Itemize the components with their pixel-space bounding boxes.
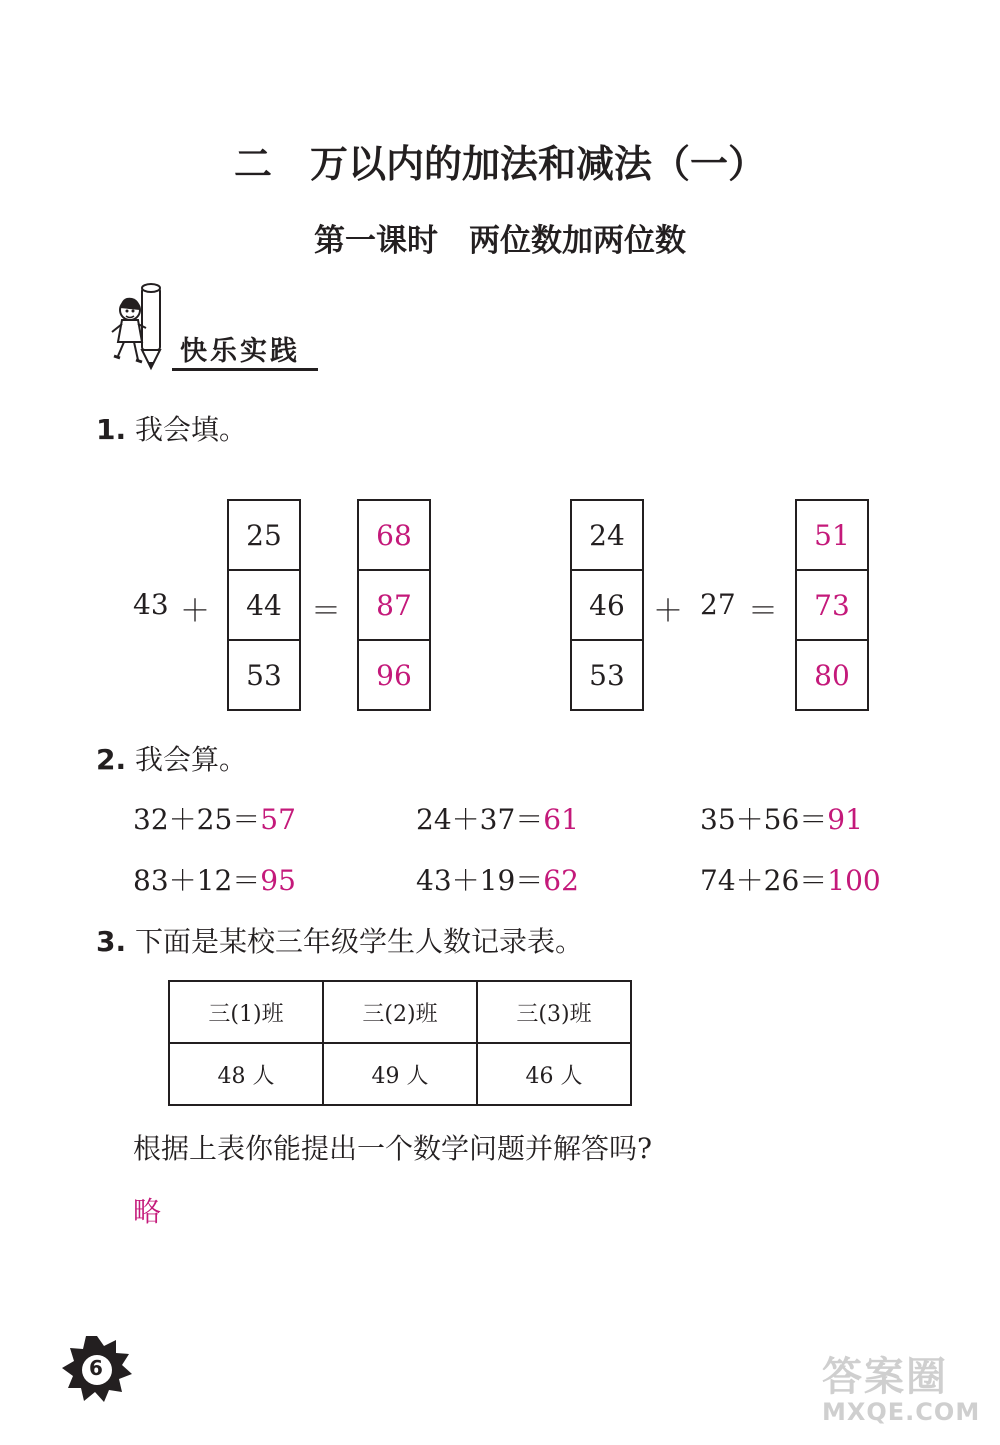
q3-number: 3. <box>96 925 127 958</box>
q3-text: 下面是某校三年级学生人数记录表。 <box>135 925 584 958</box>
q1-left-addend: 43 <box>133 588 169 621</box>
table-row <box>169 1043 631 1105</box>
table-header-cell: 三(3)班 <box>477 981 631 1043</box>
q2-item <box>416 798 579 838</box>
q1-right-answer-cell: 73 <box>797 571 867 641</box>
q1-left-input-box <box>227 499 301 711</box>
lesson-title: 第一课时 两位数加两位数 <box>314 223 686 259</box>
q1-right-input-cell: 46 <box>572 571 642 641</box>
q1-right-addend: 27 <box>700 588 736 621</box>
q1-right-answer-box <box>795 499 869 711</box>
page-number-badge <box>60 1332 134 1406</box>
q2-answer: 62 <box>543 864 579 897</box>
q1-left-input-cell: 53 <box>246 658 282 692</box>
q1-text: 我会填。 <box>135 413 248 446</box>
q2-answer: 100 <box>827 864 881 897</box>
q2-item <box>700 859 881 899</box>
table-cell: 48 人 <box>169 1043 323 1105</box>
q1-left-answer-box <box>357 499 431 711</box>
q1-left-plus: ＋ <box>180 594 210 629</box>
q1-left-answer-cell: 96 <box>376 658 412 692</box>
q1-right-input-cell: 24 <box>572 501 642 571</box>
q1-right-plus: ＋ <box>653 594 683 629</box>
q1-number: 1. <box>96 413 127 446</box>
q1-left-answer-cell: 68 <box>359 501 429 571</box>
q1-left-input-cell: 25 <box>229 501 299 571</box>
q3-prompt: 根据上表你能提出一个数学问题并解答吗? <box>133 1132 653 1165</box>
table-header-cell: 三(1)班 <box>169 981 323 1043</box>
chapter-title: 二 万以内的加法和减法（一） <box>233 142 766 186</box>
q2-answer: 57 <box>260 803 296 836</box>
q1-right-answer-cell: 80 <box>814 658 850 692</box>
q2-text: 我会算。 <box>135 743 248 776</box>
q2-item <box>133 798 296 838</box>
q2-expr: 43＋19＝ <box>416 864 544 897</box>
watermark-line2: MXQE.COM <box>822 1398 981 1426</box>
q2-answer: 61 <box>543 803 579 836</box>
q2-answer: 91 <box>827 803 863 836</box>
page-number: 6 <box>89 1356 103 1380</box>
girl-with-pencil-icon <box>108 280 178 375</box>
q2-expr: 74＋26＝ <box>700 864 828 897</box>
q1-left-equals: ＝ <box>311 594 341 629</box>
watermark <box>822 1355 994 1425</box>
q3-title <box>96 920 583 960</box>
q2-item <box>700 798 863 838</box>
table-header-cell: 三(2)班 <box>323 981 477 1043</box>
q1-right-equals: ＝ <box>748 594 778 629</box>
q1-right-answer-cell: 51 <box>797 501 867 571</box>
q3-answer: 略 <box>133 1195 162 1228</box>
table-cell: 49 人 <box>323 1043 477 1105</box>
table-header-row <box>169 981 631 1043</box>
q2-item <box>133 859 296 899</box>
record-table <box>168 980 632 1106</box>
section-label: 快乐实践 <box>180 336 300 367</box>
q2-expr: 24＋37＝ <box>416 803 544 836</box>
q2-expr: 32＋25＝ <box>133 803 261 836</box>
watermark-line1: 答案圈 <box>822 1354 948 1400</box>
q2-number: 2. <box>96 743 127 776</box>
q2-title <box>96 738 247 778</box>
section-underline <box>172 368 318 371</box>
q2-item <box>416 859 579 899</box>
q1-left-answer-cell: 87 <box>359 571 429 641</box>
q2-expr: 35＋56＝ <box>700 803 828 836</box>
q1-right-input-cell: 53 <box>589 658 625 692</box>
q1-left-input-cell: 44 <box>229 571 299 641</box>
q1-title <box>96 408 247 448</box>
q1-right-input-box <box>570 499 644 711</box>
q2-expr: 83＋12＝ <box>133 864 261 897</box>
table-cell: 46 人 <box>477 1043 631 1105</box>
q2-answer: 95 <box>260 864 296 897</box>
